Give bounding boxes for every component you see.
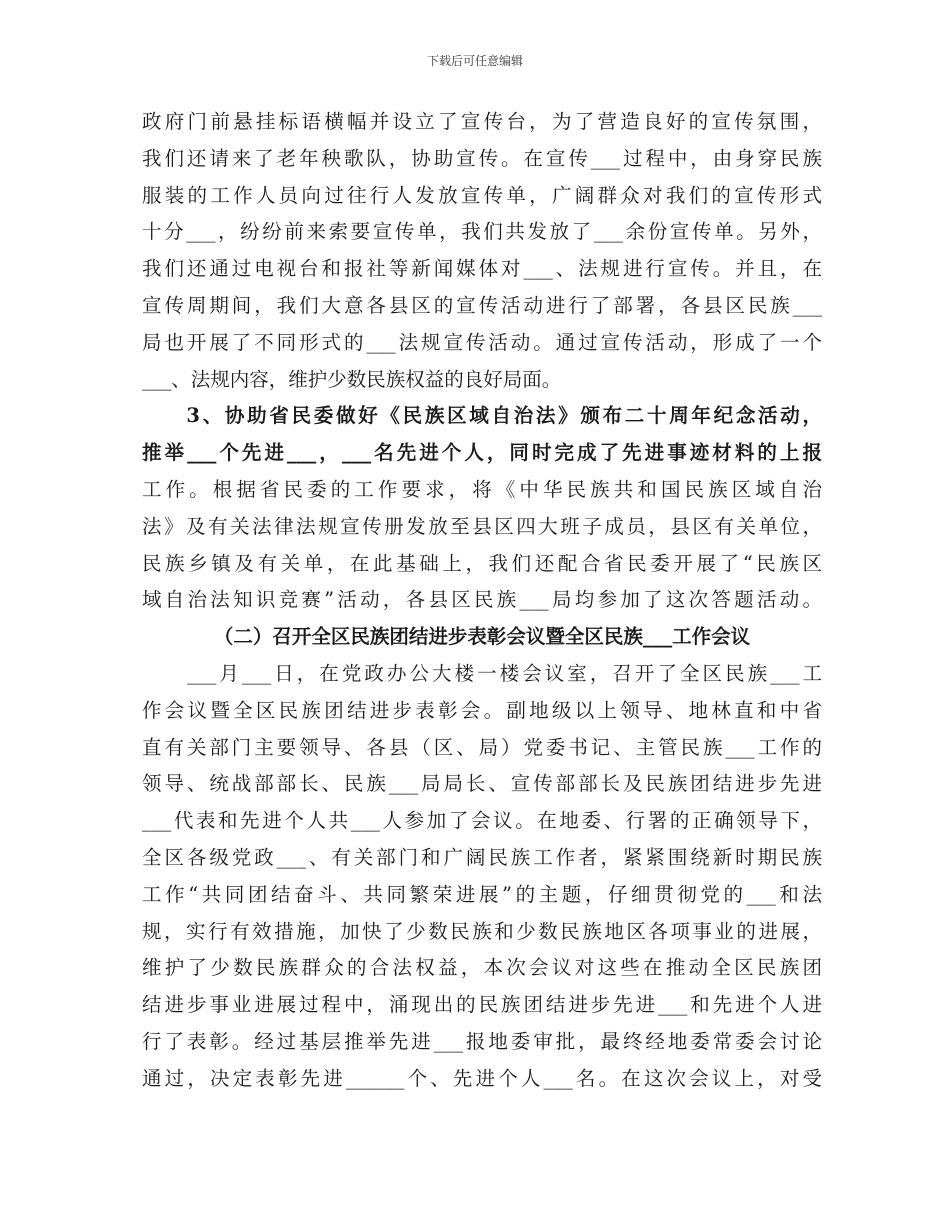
paragraph-line: 工作。根据省民委的工作要求，将《中华民族共和国民族区域自治 <box>142 477 822 501</box>
paragraph-line: 全区各级党政___、有关部门和广阔民族工作者，紧紧围绕新时期民族 <box>142 845 822 869</box>
paragraph-line: 维护了少数民族群众的合法权益，本次会议对这些在推动全区民族团 <box>142 956 822 980</box>
paragraph-line: ___、法规内容，维护少数民族权益的良好局面。 <box>142 367 562 391</box>
paragraph-line: 民族乡镇及有关单，在此基础上，我们还配合省民委开展了“民族区 <box>142 551 822 575</box>
paragraph-line: 政府门前悬挂标语横幅并设立了宣传台，为了营造良好的宣传氛围， <box>142 110 822 133</box>
paragraph-line: 服装的工作人员向过往行人发放宣传单，广阔群众对我们的宣传形式 <box>142 183 822 207</box>
paragraph-line: 我们还通过电视台和报社等新闻媒体对___、法规进行宣传。并且，在 <box>142 257 822 281</box>
paragraph-line: 工作“共同团结奋斗、共同繁荣进展”的主题，仔细贯彻党的___和法 <box>142 882 822 906</box>
section-heading-line: 推举___个先进___，___名先进个人，同时完成了先进事迹材料的上报 <box>142 441 822 465</box>
section-heading-line: 3、协助省民委做好《民族区域自治法》颁布二十周年纪念活动， <box>142 404 822 428</box>
paragraph-line: 十分___，纷纷前来索要宣传单，我们共发放了___余份宣传单。另外， <box>142 220 822 244</box>
paragraph-line: ___代表和先进个人共___人参加了会议。在地委、行署的正确领导下， <box>142 809 822 833</box>
paragraph-line: 行了表彰。经过基层推举先进___报地委审批，最终经地委常委会讨论 <box>142 1029 822 1053</box>
paragraph-line: 宣传周期间，我们大意各县区的宣传活动进行了部署，各县区民族___ <box>142 293 822 317</box>
document-body <box>142 104 822 1098</box>
paragraph-line: 通过，决定表彰先进______个、先进个人___名。在这次会议上，对受 <box>142 1066 822 1090</box>
paragraph-line: 作会议暨全区民族团结进步表彰会。副地级以上领导、地林直和中省 <box>142 698 822 722</box>
paragraph-line: 领导、统战部部长、民族___局局长、宣传部部长及民族团结进步先进 <box>142 772 822 796</box>
paragraph-line: 法》及有关法律法规宣传册发放至县区四大班子成员，县区有关单位， <box>142 514 822 538</box>
subsection-heading: （二）召开全区民族团结进步表彰会议暨全区民族___工作会议 <box>213 625 751 649</box>
paragraph-line: 域自治法知识竞赛”活动，各县区民族___局均参加了这次答题活动。 <box>142 588 822 612</box>
paragraph-line: 我们还请来了老年秧歌队，协助宣传。在宣传___过程中，由身穿民族 <box>142 146 822 170</box>
paragraph-line: 结进步事业进展过程中，涌现出的民族团结进步先进___和先进个人进 <box>142 993 822 1017</box>
paragraph-line: 直有关部门主要领导、各县（区、局）党委书记、主管民族___工作的 <box>142 735 822 759</box>
paragraph-line: 规，实行有效措施，加快了少数民族和少数民族地区各项事业的进展， <box>142 919 822 943</box>
paragraph-line: 局也开展了不同形式的___法规宣传活动。通过宣传活动，形成了一个 <box>142 330 822 354</box>
page-header: 下载后可任意编辑 <box>426 54 523 68</box>
paragraph-line: ___月___日，在党政办公大楼一楼会议室，召开了全区民族___工 <box>142 661 822 685</box>
